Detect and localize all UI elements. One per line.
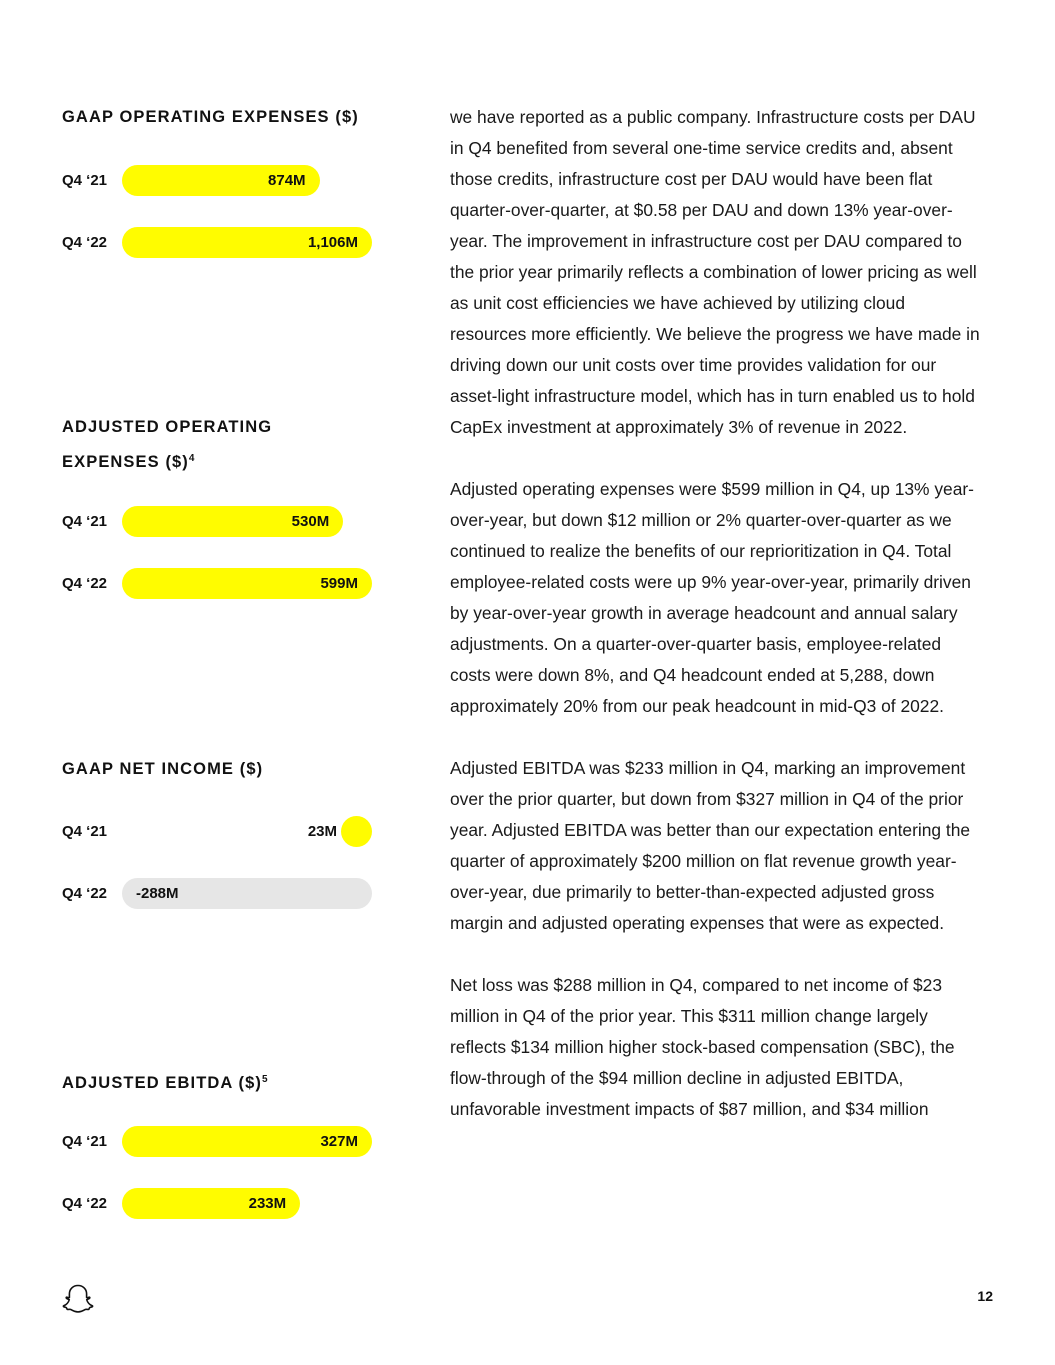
chart-title-text: ADJUSTED OPERATING EXPENSES ($) <box>62 418 273 471</box>
chart-title-adjusted-opex <box>62 412 362 478</box>
bar-label: Q4 ‘22 <box>62 234 108 251</box>
chart-row <box>62 1188 382 1219</box>
bar-label: Q4 ‘21 <box>62 172 108 189</box>
bar-value-label: -288M <box>136 885 179 902</box>
paragraph-adjusted-ebitda: Adjusted EBITDA was $233 million in Q4, marking an improvement over the prior quarter, but down from $327 million in Q4 of the prior year. Adjusted EBITDA was better than our expectation entering the quarter of approximately $200 million on flat revenue growth year-over-year, due primarily to better-than-expected adjusted gross margin and adjusted operating expenses that were as expected. <box>450 758 971 933</box>
bar-value-label: 327M <box>320 1133 358 1150</box>
bar-value-label: 233M <box>248 1195 287 1212</box>
bar-value-label: 530M <box>291 513 330 530</box>
bar-value-label: 874M <box>268 172 306 189</box>
chart-row <box>62 816 382 847</box>
footnote-marker: 5 <box>261 1074 268 1085</box>
bar-label: Q4 ‘21 <box>62 513 108 530</box>
chart-row <box>62 227 382 258</box>
bar-label: Q4 ‘22 <box>62 1195 108 1212</box>
chart-title-gaap-opex: GAAP OPERATING EXPENSES ($) <box>62 108 359 126</box>
footnote-marker: 4 <box>188 453 195 464</box>
charts-column <box>62 0 382 1365</box>
chart-row <box>62 568 382 599</box>
body-text-column <box>450 102 980 1156</box>
bar-label: Q4 ‘22 <box>62 885 108 902</box>
chart-row <box>62 506 382 537</box>
chart-row <box>62 1126 382 1157</box>
chart-title-adjusted-ebitda <box>62 1064 362 1099</box>
bar-value-label: 23M <box>307 823 337 840</box>
bar-label: Q4 ‘21 <box>62 1133 108 1150</box>
paragraph-adjusted-opex: Adjusted operating expenses were $599 million in Q4, up 13% year-over-year, but down $12 million or 2% quarter-over-quarter as we continued to realize the benefits of our reprioritization in Q4. Total employee-related costs were up 9% year-over-year, primarily driven by year-over-year growth in average headcount and annual salary adjustments. On a quarter-over-quarter basis, employee-related costs were down 8%, and Q4 headcount ended at 5,288, down approximately 20% from our peak headcount in mid-Q3 of 2022. <box>450 479 974 716</box>
chart-title-text: ADJUSTED EBITDA ($) <box>62 1074 262 1092</box>
ghost-logo-icon <box>62 1283 94 1315</box>
page-number: 12 <box>977 1288 993 1304</box>
paragraph-infrastructure: we have reported as a public company. Infrastructure costs per DAU in Q4 benefited from several one-time service credits and, absent those credits, infrastructure cost per DAU would have been flat quarter-over-quarter, at $0.58 per DAU and down 13% year-over-year. The improvement in infrastructure cost per DAU compared to the prior year primarily reflects a combination of lower pricing as well as unit cost efficiencies we have achieved by utilizing cloud resources more efficiently. We believe the progress we have made in driving down our unit costs over time provides validation for our asset-light infrastructure model, which has in turn enabled us to hold CapEx investment at approximately 3% of revenue in 2022. <box>450 107 980 437</box>
bar-value-label: 599M <box>320 575 358 592</box>
chart-row <box>62 878 382 909</box>
chart-row <box>62 165 382 196</box>
bar-label: Q4 ‘21 <box>62 823 108 840</box>
bar <box>341 816 372 847</box>
bar-value-label: 1,106M <box>307 234 358 251</box>
bar-label: Q4 ‘22 <box>62 575 108 592</box>
chart-title-gaap-net-income: GAAP NET INCOME ($) <box>62 760 264 778</box>
paragraph-net-loss: Net loss was $288 million in Q4, compared to net income of $23 million in Q4 of the prior year. This $311 million change largely reflects $134 million higher stock-based compensation (SBC), the flow-through of the $94 million decline in adjusted EBITDA, unfavorable investment impacts of $87 million, and $34 million <box>450 975 955 1119</box>
